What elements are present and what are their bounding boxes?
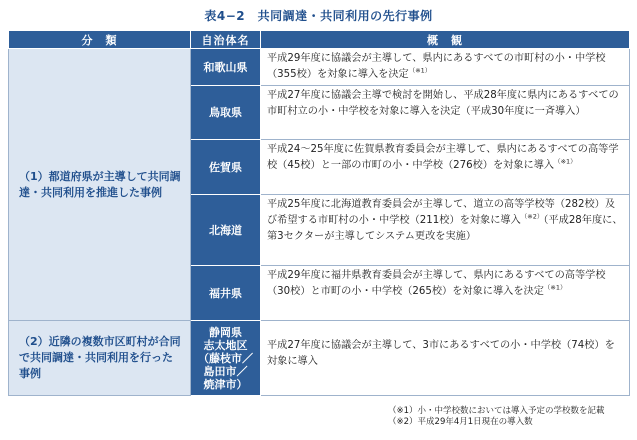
footnotes (388, 406, 605, 428)
summary-tottori: 平成27年度に協議会主導で検討を開始し、平成28年度に県内にあるすべての市町村立の小・中学校を対象に導入を決定（平成30年度に一斉導入） (261, 86, 630, 140)
category-prefecture-led: （1）都道府県が主導して共同調達・共同利用を推進した事例 (9, 49, 191, 321)
summary-wakayama: 平成29年度に協議会が主導して、県内にあるすべての市町村の小・中学校（355校）を対象に導入を決定$^{(※1)}$ (261, 49, 630, 86)
table-title: 表4−2 共同調達・共同利用の先行事例 (204, 9, 433, 23)
municipality-line: 静岡県 (209, 325, 242, 339)
municipality-line: 島田市／ (203, 364, 248, 378)
header-summary: 概 観 (261, 31, 630, 49)
municipality-shida (191, 321, 261, 396)
summary-saga: 平成24〜25年度に佐賀県教育委員会が主導して、県内にあるすべての高等学校（45校）と一部の市町の小・中学校（276校）を対象に導入$^{(※1)}$ (261, 140, 630, 195)
municipality-line: 志太地区 (203, 338, 248, 352)
note-marker: （※2） (520, 212, 544, 221)
municipality-fukui: 福井県 (191, 266, 261, 321)
footnote-1: （※1）小・中学校数においては導入予定の学校数を記載 (388, 406, 605, 416)
summary-hokkaido: 平成25年度に北海道教育委員会が主導して、道立の高等学校等（282校）及び希望する市町村の小・中学校（211校）を対象に導入$^{(※2)}$（平成28年度に、第3セクターが主導してシステム更改を実施） (261, 195, 630, 266)
category-municipal-joint: （2）近隣の複数市区町村が合同で共同調達・共同利用を行った事例 (9, 321, 191, 396)
header-row (9, 31, 630, 49)
note-marker: （※1） (543, 283, 567, 292)
municipality-tottori: 鳥取県 (191, 86, 261, 140)
summary-shida: 平成27年度に協議会が主導して、3市にあるすべての小・中学校（74校）を対象に導入 (261, 321, 630, 396)
municipality-hokkaido: 北海道 (191, 195, 261, 266)
precedent-table (8, 30, 630, 396)
header-category: 分 類 (9, 31, 191, 49)
municipality-saga: 佐賀県 (191, 140, 261, 195)
note-marker: （※1） (554, 157, 577, 166)
municipality-line: 焼津市） (203, 377, 248, 391)
municipality-line: （藤枝市／ (198, 351, 253, 365)
note-marker: （※1） (408, 66, 432, 75)
table-row (9, 321, 630, 396)
footnote-2: （※2）平成29年4月1日現在の導入数 (388, 417, 533, 427)
summary-fukui: 平成29年度に福井県教育委員会が主導して、県内にあるすべての高等学校（30校）と市町の小・中学校（265校）を対象に導入を決定$^{(※1)}$ (261, 266, 630, 321)
header-municipality: 自治体名 (191, 31, 261, 49)
municipality-wakayama: 和歌山県 (191, 49, 261, 86)
table-row (9, 49, 630, 86)
